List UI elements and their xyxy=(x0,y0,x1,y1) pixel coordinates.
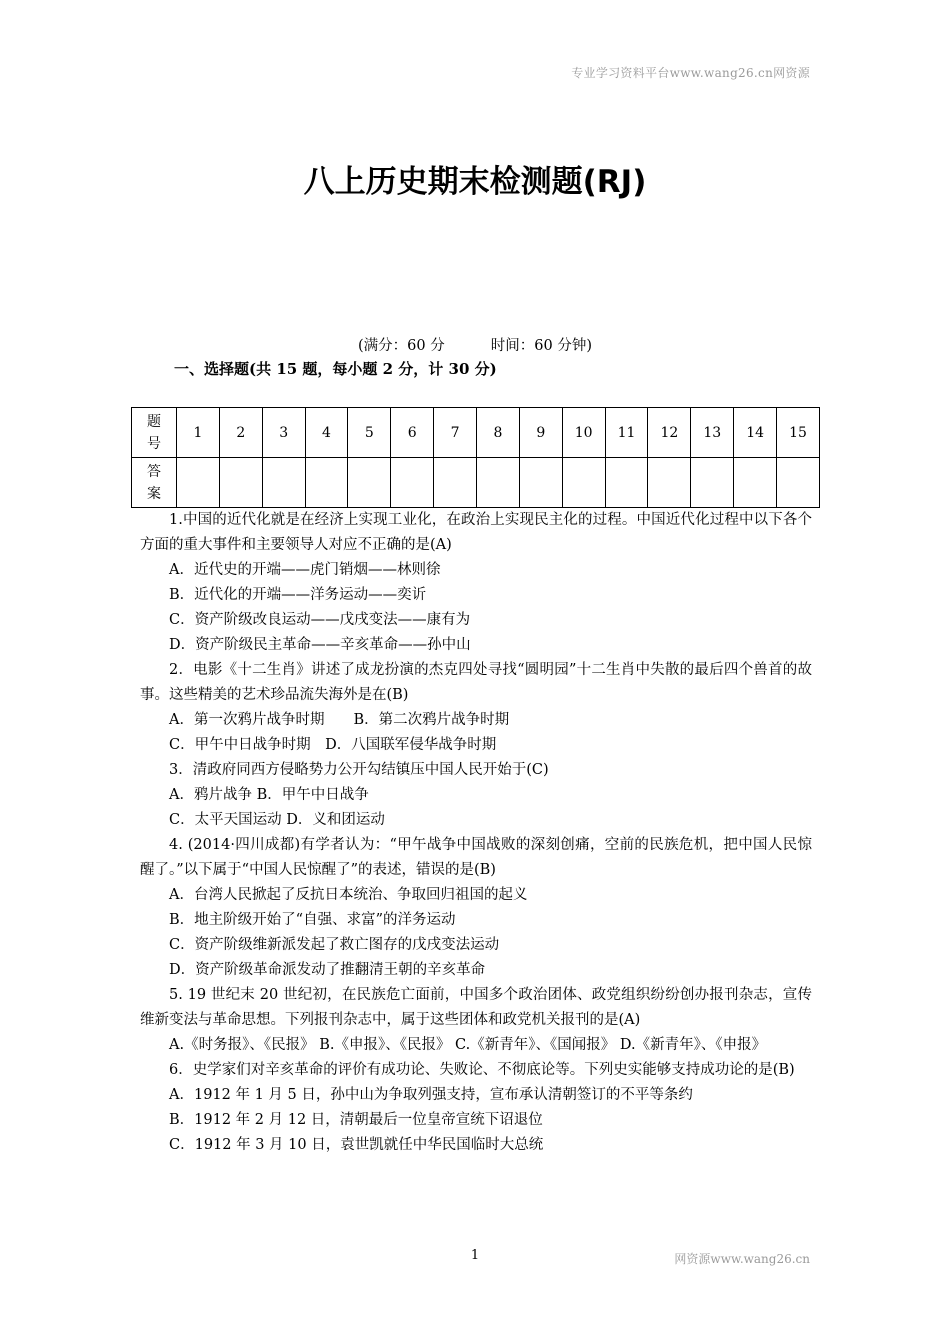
question-4-stem: 4. (2014·四川成都)有学者认为：“甲午战争中国战败的深刻创痛，空前的民族危机，把中国人民惊醒了。”以下属于“中国人民惊醒了”的表述，错误的是(B) xyxy=(140,837,812,878)
page-number: 1 xyxy=(470,1248,480,1263)
table-cell-number: 7 xyxy=(434,408,477,458)
question-6-option-b: B．1912 年 2 月 12 日，清朝最后一位皇帝宣统下诏退位 xyxy=(169,1112,543,1128)
question-4-option-c: C．资产阶级维新派发起了救亡图存的戊戌变法运动 xyxy=(169,937,500,953)
question-number-row xyxy=(132,408,820,458)
answer-cell[interactable] xyxy=(648,458,691,508)
questions-body xyxy=(140,508,812,1158)
table-cell-number: 4 xyxy=(305,408,348,458)
section-heading: 一、选择题(共 15 题，每小题 2 分，计 30 分) xyxy=(174,360,497,378)
header-watermark: 专业学习资料平台www.wang26.cn网资源 xyxy=(571,66,810,80)
footer-watermark: 网资源www.wang26.cn xyxy=(674,1252,810,1266)
answer-cell[interactable] xyxy=(734,458,777,508)
table-cell-number: 11 xyxy=(605,408,648,458)
row-label-answer: 答 案 xyxy=(132,458,177,508)
table-cell-number: 12 xyxy=(648,408,691,458)
question-1-option-b: B．近代化的开端——洋务运动——奕䜣 xyxy=(169,587,427,603)
answer-table xyxy=(131,407,820,508)
question-4-option-d: D．资产阶级革命派发动了推翻清王朝的辛亥革命 xyxy=(169,962,486,978)
table-cell-number: 2 xyxy=(219,408,262,458)
answer-cell[interactable] xyxy=(691,458,734,508)
table-cell-number: 1 xyxy=(177,408,220,458)
row-label-question: 题 号 xyxy=(132,408,177,458)
table-cell-number: 9 xyxy=(519,408,562,458)
question-2-options-ab: A．第一次鸦片战争时期 B．第二次鸦片战争时期 xyxy=(169,712,510,728)
question-1-option-c: C．资产阶级改良运动——戊戌变法——康有为 xyxy=(169,612,471,628)
answer-cell[interactable] xyxy=(434,458,477,508)
question-1-option-a: A．近代史的开端——虎门销烟——林则徐 xyxy=(169,562,441,578)
exam-info: (满分：60 分 时间：60 分钟) xyxy=(357,338,593,354)
question-2-stem: 2．电影《十二生肖》讲述了成龙扮演的杰克四处寻找“圆明园”十二生肖中失散的最后四个兽首的故事。这些精美的艺术珍品流失海外是在(B) xyxy=(140,662,812,703)
question-4-option-b: B．地主阶级开始了“自强、求富”的洋务运动 xyxy=(169,912,456,928)
question-6-option-c: C．1912 年 3 月 10 日，袁世凯就任中华民国临时大总统 xyxy=(169,1137,544,1153)
answer-cell[interactable] xyxy=(562,458,605,508)
question-5-stem: 5. 19 世纪末 20 世纪初，在民族危亡面前，中国多个政治团体、政党组织纷纷创办报刊杂志，宣传维新变法与革命思想。下列报刊杂志中，属于这些团体和政党机关报刊的是(A) xyxy=(140,987,812,1028)
question-3-stem: 3．清政府同西方侵略势力公开勾结镇压中国人民开始于(C) xyxy=(169,762,549,778)
question-3-options-cd: C．太平天国运动 D．义和团运动 xyxy=(169,812,385,828)
table-cell-number: 14 xyxy=(734,408,777,458)
answer-cell[interactable] xyxy=(477,458,520,508)
question-2-options-cd: C．甲午中日战争时期 D．八国联军侵华战争时期 xyxy=(169,737,497,753)
table-cell-number: 13 xyxy=(691,408,734,458)
question-1-option-d: D．资产阶级民主革命——辛亥革命——孙中山 xyxy=(169,637,471,653)
answer-cell[interactable] xyxy=(605,458,648,508)
question-6-stem: 6．史学家们对辛亥革命的评价有成功论、失败论、不彻底论等。下列史实能够支持成功论的是(B) xyxy=(169,1062,795,1078)
page-title: 八上历史期末检测题(RJ) xyxy=(303,164,647,200)
table-cell-number: 15 xyxy=(777,408,820,458)
answer-cell[interactable] xyxy=(391,458,434,508)
question-3-options-ab: A．鸦片战争 B．甲午中日战争 xyxy=(169,787,369,803)
question-4-option-a: A．台湾人民掀起了反抗日本统治、争取回归祖国的起义 xyxy=(169,887,528,903)
answer-cell[interactable] xyxy=(348,458,391,508)
answer-cell[interactable] xyxy=(219,458,262,508)
table-cell-number: 8 xyxy=(477,408,520,458)
question-1-stem: 1.中国的近代化就是在经济上实现工业化，在政治上实现民主化的过程。中国近代化过程中以下各个方面的重大事件和主要领导人对应不正确的是(A) xyxy=(140,512,812,553)
question-6-option-a: A．1912 年 1 月 5 日，孙中山为争取列强支持，宣布承认清朝签订的不平等条约 xyxy=(169,1087,693,1103)
answer-cell[interactable] xyxy=(519,458,562,508)
answer-cell[interactable] xyxy=(262,458,305,508)
table-cell-number: 3 xyxy=(262,408,305,458)
table-cell-number: 5 xyxy=(348,408,391,458)
answer-cell[interactable] xyxy=(305,458,348,508)
table-cell-number: 10 xyxy=(562,408,605,458)
table-cell-number: 6 xyxy=(391,408,434,458)
answer-cell[interactable] xyxy=(777,458,820,508)
answer-cell[interactable] xyxy=(177,458,220,508)
answer-row xyxy=(132,458,820,508)
question-5-options: A.《时务报》、《民报》 B.《申报》、《民报》 C.《新青年》、《国闻报》 D.《新青年》、《申报》 xyxy=(169,1037,767,1053)
